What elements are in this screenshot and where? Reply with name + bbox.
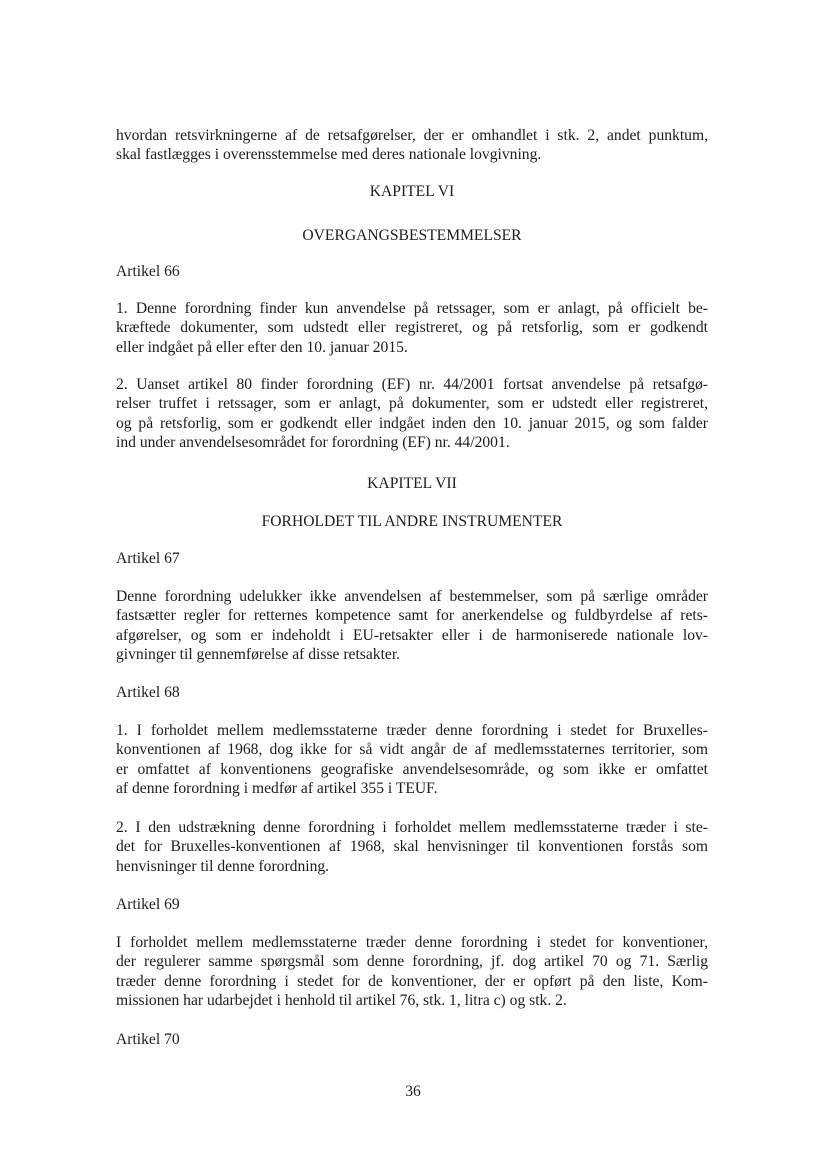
intro-paragraph [116, 126, 708, 165]
text-line: der regulerer samme spørgsmål som denne forordning, jf. dog artikel 70 og 71. Særlig [116, 953, 708, 971]
text-line: missionen har udarbejdet i henhold til artikel 76, stk. 1, litra c) og stk. 2. [116, 991, 567, 1009]
text-line: er omfattet af konventionens geografiske anvendelsesområde, og som ikke er omfattet [116, 760, 708, 778]
text-line: eller indgået på eller efter den 10. januar 2015. [116, 338, 408, 356]
text-line: og på retsforlig, som er godkendt eller indgået inden den 10. januar 2015, og som falder [116, 414, 708, 432]
text-line: kræftede dokumenter, som udstedt eller registreret, og på retsforlig, som er godkendt [116, 319, 708, 337]
article-69-paragraph-1 [116, 933, 708, 1010]
chapter-vi-number: KAPITEL VI [369, 183, 455, 200]
article-69-heading: Artikel 69 [116, 896, 180, 913]
article-68-paragraph-1 [116, 721, 708, 798]
article-66-heading: Artikel 66 [116, 263, 180, 280]
text-line: afgørelser, og som er indeholdt i EU-retsakter eller i de harmoniserede nationale lov- [116, 626, 708, 644]
text-line: I forholdet mellem medlemsstaterne træder denne forordning i stedet for konventioner, [116, 934, 708, 951]
text-line: 2. I den udstrækning denne forordning i forholdet mellem medlemsstaterne træder i ste- [116, 819, 708, 836]
chapter-vii-number: KAPITEL VII [367, 475, 457, 492]
article-66-paragraph-2 [116, 375, 708, 452]
text-line: træder denne forordning i stedet for de konventioner, der er opført på den liste, Kom- [116, 972, 708, 990]
text-line: det for Bruxelles-konventionen af 1968, skal henvisninger til konventionen forstås som [116, 838, 708, 856]
text-line: Denne forordning udelukker ikke anvendelsen af bestemmelser, som på særlige områder [116, 588, 708, 605]
text-line: konventionen af 1968, dog ikke for så vidt angår de af medlemsstaternes territorier, som [116, 741, 708, 759]
article-68-heading: Artikel 68 [116, 684, 180, 701]
text-line: relser truffet i retssager, som er anlagt, på dokumenter, som er udstedt eller registreret, [116, 395, 708, 413]
text-line: 2. Uanset artikel 80 finder forordning (EF) nr. 44/2001 fortsat anvendelse på retsafgø- [116, 376, 708, 393]
text-line: ind under anvendelsesområdet for forordning (EF) nr. 44/2001. [116, 433, 510, 451]
text-line: givninger til gennemførelse af disse retsakter. [116, 645, 401, 663]
text-line: 1. Denne forordning finder kun anvendelse på retssager, som er anlagt, på officielt be- [116, 300, 708, 317]
text-line: af denne forordning i medfør af artikel 355 i TEUF. [116, 779, 438, 797]
article-70-heading: Artikel 70 [116, 1031, 180, 1048]
page-number: 36 [405, 1083, 421, 1100]
article-66-paragraph-1 [116, 299, 708, 357]
text-line: 1. I forholdet mellem medlemsstaterne træder denne forordning i stedet for Bruxelles- [116, 722, 708, 739]
article-67-paragraph-1 [116, 587, 708, 664]
text-line: hvordan retsvirkningerne af de retsafgørelser, der er omhandlet i stk. 2, andet punktum, [116, 127, 708, 144]
text-line: henvisninger til denne forordning. [116, 857, 330, 875]
text-line: fastsætter regler for retternes kompetence samt for anerkendelse og fuldbyrdelse af rets- [116, 607, 708, 625]
text-line: skal fastlægges i overensstemmelse med deres nationale lovgivning. [116, 146, 542, 164]
chapter-vi-title: OVERGANGSBESTEMMELSER [302, 227, 522, 244]
article-67-heading: Artikel 67 [116, 550, 180, 567]
chapter-vii-title: FORHOLDET TIL ANDRE INSTRUMENTER [261, 513, 563, 530]
article-68-paragraph-2 [116, 818, 708, 876]
